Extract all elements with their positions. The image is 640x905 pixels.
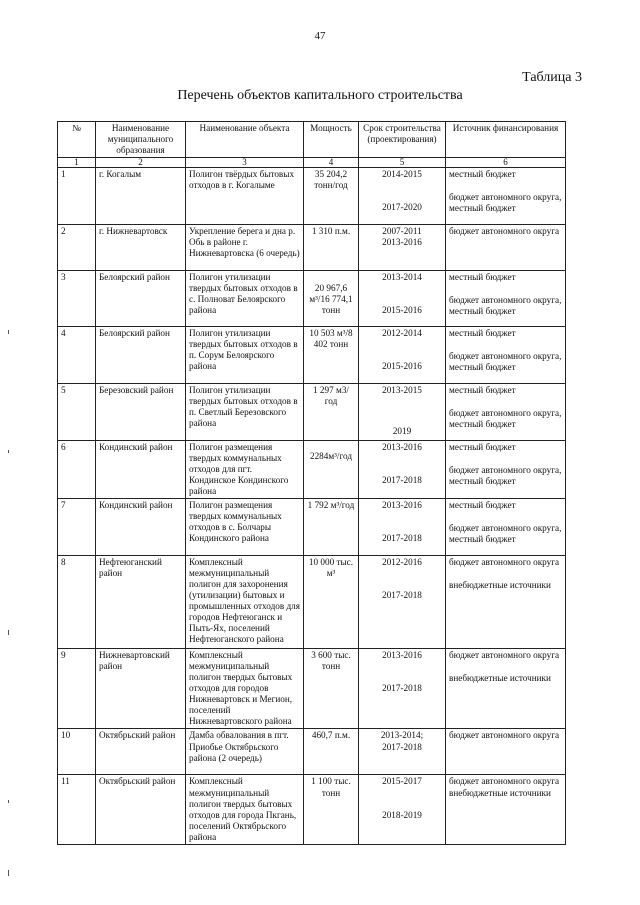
page-number: 47 — [314, 30, 326, 42]
period-stage-1: 2013-2014; — [380, 730, 424, 741]
period-cell — [359, 499, 446, 556]
funding-cell — [446, 775, 566, 844]
table-row — [58, 649, 566, 729]
period-cell — [359, 225, 446, 271]
row-number: 10 — [58, 729, 96, 775]
period-stage-1: 2013-2016 — [382, 650, 422, 661]
column-numbers-row — [58, 158, 566, 168]
row-number: 3 — [58, 271, 96, 327]
header-object: Наименование объекта — [186, 122, 304, 158]
funding-cell — [446, 556, 566, 649]
object-cell: Полигон утилизации твердых бытовых отходов в п. Светлый Березовского района — [186, 384, 304, 441]
period-cell — [359, 556, 446, 649]
period-cell — [359, 729, 446, 775]
funding-stage-2: бюджет автономного округа, местный бюджет — [449, 192, 562, 214]
table-row — [58, 271, 566, 327]
object-cell: Полигон твёрдых бытовых отходов в г. Когалыме — [186, 168, 304, 225]
power-cell: 1 792 м³/год — [304, 499, 359, 556]
table-header-row — [58, 122, 566, 158]
table-row — [58, 225, 566, 271]
document-title: Перечень объектов капитального строительства — [177, 88, 463, 103]
row-number: 5 — [58, 384, 96, 441]
scan-margin-marks — [8, 330, 10, 890]
period-stage-2: 2017-2018 — [382, 683, 422, 694]
period-cell — [359, 271, 446, 327]
power-cell: 1 100 тыс. тонн — [304, 775, 359, 844]
period-stage-1: 2007-2011 — [382, 226, 422, 237]
period-cell — [359, 649, 446, 729]
funding-stage-1: местный бюджет — [449, 169, 516, 180]
period-stage-2: 2017-2018 — [382, 590, 422, 601]
funding-stage-1: бюджет автономного округа — [449, 557, 560, 568]
municipality-cell: Кондинский район — [96, 441, 186, 499]
funding-stage-2: внебюджетные источники — [449, 787, 551, 798]
object-cell: Полигон утилизации твердых бытовых отходов в п. Сорум Белоярского района — [186, 327, 304, 384]
municipality-cell: г. Когалым — [96, 168, 186, 225]
row-number: 9 — [58, 649, 96, 729]
period-cell — [359, 168, 446, 225]
funding-stage-1: бюджет автономного округа — [449, 776, 560, 787]
period-stage-2: 2017-2018 — [382, 475, 422, 486]
funding-stage-2: внебюджетные источники — [449, 673, 551, 684]
table-label: Таблица 3 — [522, 70, 582, 85]
funding-stage-2: бюджет автономного округа, местный бюджет — [449, 295, 562, 317]
power-cell: 460,7 п.м. — [304, 729, 359, 775]
period-stage-1: 2012-2014 — [382, 328, 422, 339]
municipality-cell: Кондинский район — [96, 499, 186, 556]
period-stage-2: 2017-2020 — [382, 202, 422, 213]
municipality-cell: Нижневартовский район — [96, 649, 186, 729]
table-row — [58, 327, 566, 384]
header-power: Мощность — [304, 122, 359, 158]
funding-stage-1: бюджет автономного округа — [449, 730, 560, 741]
power-value: 20 967,6 м³/16 774,1 тонн — [309, 283, 353, 316]
period-stage-2: 2019 — [392, 426, 412, 437]
power-cell: 10 000 тыс. м³ — [304, 556, 359, 649]
object-cell: Комплексный межмуниципальный полигон твердых бытовых отходов для городов Нижневартовск и Мегион, поселений Нижневартовского района — [186, 649, 304, 729]
funding-cell — [446, 499, 566, 556]
municipality-cell: Октябрьский район — [96, 775, 186, 844]
funding-cell — [446, 168, 566, 225]
table-row — [58, 168, 566, 225]
period-stage-2: 2015-2016 — [382, 305, 422, 316]
funding-stage-1: местный бюджет — [449, 500, 516, 511]
funding-cell — [446, 327, 566, 384]
funding-stage-1: местный бюджет — [449, 385, 516, 396]
municipality-cell: Березовский район — [96, 384, 186, 441]
object-cell: Укрепление берега и дна р. Обь в районе г. Нижневартовска (6 очередь) — [186, 225, 304, 271]
table-row — [58, 441, 566, 499]
power-cell: 10 503 м³/8 402 тонн — [304, 327, 359, 384]
funding-stage-2: внебюджетные источники — [449, 580, 551, 591]
period-stage-1: 2012-2016 — [382, 557, 422, 568]
funding-cell — [446, 271, 566, 327]
funding-stage-1: местный бюджет — [449, 328, 516, 339]
power-cell: 1 310 п.м. — [304, 225, 359, 271]
power-cell — [304, 271, 359, 327]
header-funding: Источник финансирования — [446, 122, 566, 158]
object-cell: Полигон утилизации твердых бытовых отходов в с. Полноват Белоярского района — [186, 271, 304, 327]
period-stage-2: 2017-2018 — [382, 533, 422, 544]
row-number: 2 — [58, 225, 96, 271]
column-number: 6 — [446, 158, 566, 168]
power-cell: 35 204,2 тонн/год — [304, 168, 359, 225]
object-cell: Полигон размещения твердых коммунальных отходов для пгт. Кондинское Кондинского района — [186, 441, 304, 499]
column-number: 5 — [359, 158, 446, 168]
funding-stage-1: местный бюджет — [449, 272, 516, 283]
period-cell — [359, 384, 446, 441]
object-cell: Полигон размещения твердых коммунальных отходов в с. Болчары Кондинского района — [186, 499, 304, 556]
period-stage-1: 2015-2017 — [382, 776, 422, 787]
funding-stage-1: местный бюджет — [449, 442, 516, 453]
period-stage-2: 2013-2016 — [382, 237, 422, 248]
funding-stage-2: бюджет автономного округа, местный бюджет — [449, 465, 562, 487]
header-period: Срок строительства (проектирования) — [359, 122, 446, 158]
funding-stage-1: бюджет автономного округа — [449, 226, 560, 237]
municipality-cell: Нефтеюганский район — [96, 556, 186, 649]
funding-cell — [446, 441, 566, 499]
table-row — [58, 556, 566, 649]
table-row — [58, 499, 566, 556]
period-stage-2: 2017-2018 — [382, 741, 422, 752]
table-row — [58, 775, 566, 844]
funding-stage-2: бюджет автономного округа, местный бюджет — [449, 523, 562, 545]
table-row — [58, 729, 566, 775]
row-number: 1 — [58, 168, 96, 225]
municipality-cell: Белоярский район — [96, 271, 186, 327]
period-cell — [359, 441, 446, 499]
table-row — [58, 384, 566, 441]
column-number: 4 — [304, 158, 359, 168]
municipality-cell: Октябрьский район — [96, 729, 186, 775]
funding-cell — [446, 729, 566, 775]
power-cell: 3 600 тыс. тонн — [304, 649, 359, 729]
period-stage-2: 2015-2016 — [382, 361, 422, 372]
header-municipality: Наименование муниципального образования — [96, 122, 186, 158]
row-number: 6 — [58, 441, 96, 499]
capital-construction-table — [57, 121, 566, 845]
column-number: 3 — [186, 158, 304, 168]
column-number: 1 — [58, 158, 96, 168]
row-number: 7 — [58, 499, 96, 556]
header-number: № — [58, 122, 96, 158]
object-cell: Дамба обвалования в пгт. Приобье Октябрьского района (2 очередь) — [186, 729, 304, 775]
municipality-cell: г. Нижневартовск — [96, 225, 186, 271]
period-stage-1: 2014-2015 — [382, 169, 422, 180]
power-cell: 1 297 м3/год — [304, 384, 359, 441]
object-cell: Комплексный межмуниципальный полигон для захоронения (утилизации) бытовых и промышленных отходов для городов Нефтеюганск и Пыть-Ях, поселений Нефтеюганского района — [186, 556, 304, 649]
funding-cell — [446, 384, 566, 441]
funding-stage-2: бюджет автономного округа, местный бюджет — [449, 408, 562, 430]
period-stage-1: 2013-2016 — [382, 442, 422, 453]
row-number: 11 — [58, 775, 96, 844]
period-stage-1: 2013-2016 — [382, 500, 422, 511]
period-cell — [359, 327, 446, 384]
power-cell — [304, 441, 359, 499]
power-value: 2284м³/год — [309, 451, 353, 462]
row-number: 4 — [58, 327, 96, 384]
period-stage-1: 2013-2015 — [382, 385, 422, 396]
funding-cell — [446, 225, 566, 271]
column-number: 2 — [96, 158, 186, 168]
municipality-cell: Белоярский район — [96, 327, 186, 384]
funding-stage-2: бюджет автономного округа, местный бюджет — [449, 351, 562, 373]
period-cell — [359, 775, 446, 844]
funding-cell — [446, 649, 566, 729]
period-stage-2: 2018-2019 — [382, 809, 422, 820]
row-number: 8 — [58, 556, 96, 649]
period-stage-1: 2013-2014 — [382, 272, 422, 283]
object-cell: Комплексный межмуниципальный полигон твердых бытовых отходов для города Пкгань, поселений Октябрьского района — [186, 775, 304, 844]
funding-stage-1: бюджет автономного округа — [449, 650, 560, 661]
